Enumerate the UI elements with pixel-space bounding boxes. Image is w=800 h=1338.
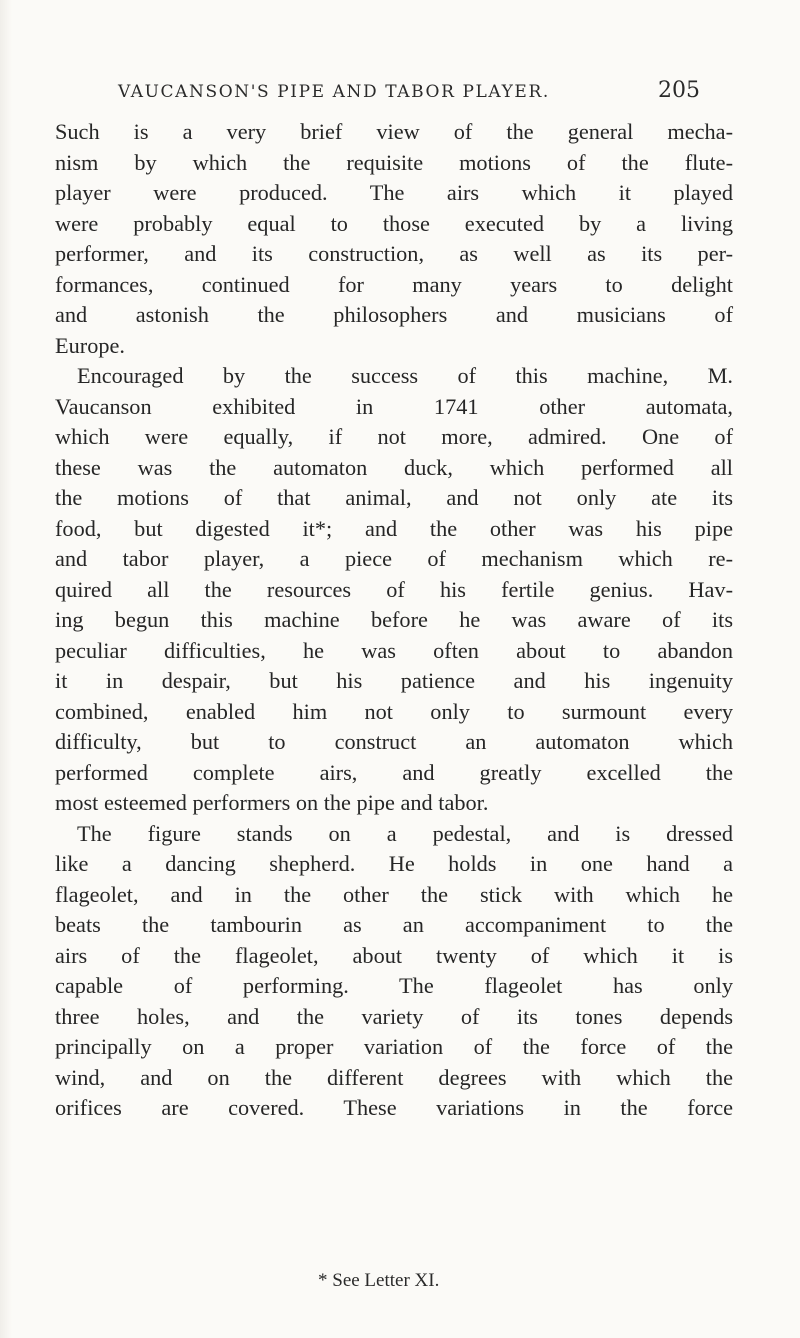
text-line: player were produced. The airs which it played	[55, 180, 733, 205]
text-line: it in despair, but his patience and his ingenuity	[55, 668, 733, 693]
page-edge-shadow	[0, 0, 12, 1338]
text-line: and astonish the philosophers and musicians of	[55, 302, 733, 327]
text-line: principally on a proper variation of the force of the	[55, 1034, 733, 1059]
running-header	[118, 78, 700, 103]
text-line: flageolet, and in the other the stick with which he	[55, 881, 733, 907]
text-line: these was the automaton duck, which performed all	[55, 454, 733, 480]
text-line: which were equally, if not more, admired. One of	[55, 424, 733, 449]
text-line: nism by which the requisite motions of the flute-	[55, 149, 733, 175]
text-line: difficulty, but to construct an automaton which	[55, 729, 733, 754]
text-line: orifices are covered. These variations in the force	[55, 1095, 733, 1120]
text-line: food, but digested it*; and the other was his pipe	[55, 515, 733, 541]
text-line: and tabor player, a piece of mechanism which re-	[55, 546, 733, 571]
text-line: the motions of that animal, and not only ate its	[55, 485, 733, 510]
text-line: formances, continued for many years to delight	[55, 271, 733, 297]
text-line: combined, enabled him not only to surmount every	[55, 698, 733, 724]
text-line: airs of the flageolet, about twenty of which it is	[55, 942, 733, 968]
text-line: Encouraged by the success of this machine, M.	[77, 363, 733, 388]
text-line: were probably equal to those executed by a living	[55, 210, 733, 236]
text-line: ing begun this machine before he was aware of its	[55, 607, 733, 632]
text-line: Europe.	[55, 332, 125, 358]
text-line: performer, and its construction, as well as its per-	[55, 241, 733, 266]
text-line: like a dancing shepherd. He holds in one hand a	[55, 851, 733, 876]
text-line: peculiar difficulties, he was often about to abandon	[55, 637, 733, 663]
text-line: most esteemed performers on the pipe and tabor.	[55, 790, 489, 815]
text-line: beats the tambourin as an accompaniment to the	[55, 912, 733, 937]
text-line: three holes, and the variety of its tones depends	[55, 1003, 733, 1029]
text-line: performed complete airs, and greatly excelled the	[55, 759, 733, 785]
text-line: capable of performing. The flageolet has only	[55, 973, 733, 998]
text-line: quired all the resources of his fertile genius. Hav-	[55, 576, 733, 602]
page-number: 205	[658, 78, 700, 103]
text-line: Such is a very brief view of the general mecha-	[55, 119, 733, 144]
footnote: * See Letter XI.	[318, 1270, 440, 1291]
text-line: wind, and on the different degrees with which the	[55, 1064, 733, 1090]
text-line: Vaucanson exhibited in 1741 other automata,	[55, 393, 733, 419]
body-text	[55, 117, 733, 1124]
running-title: VAUCANSON'S PIPE AND TABOR PLAYER.	[118, 82, 550, 102]
text-line: The figure stands on a pedestal, and is dressed	[77, 820, 733, 846]
